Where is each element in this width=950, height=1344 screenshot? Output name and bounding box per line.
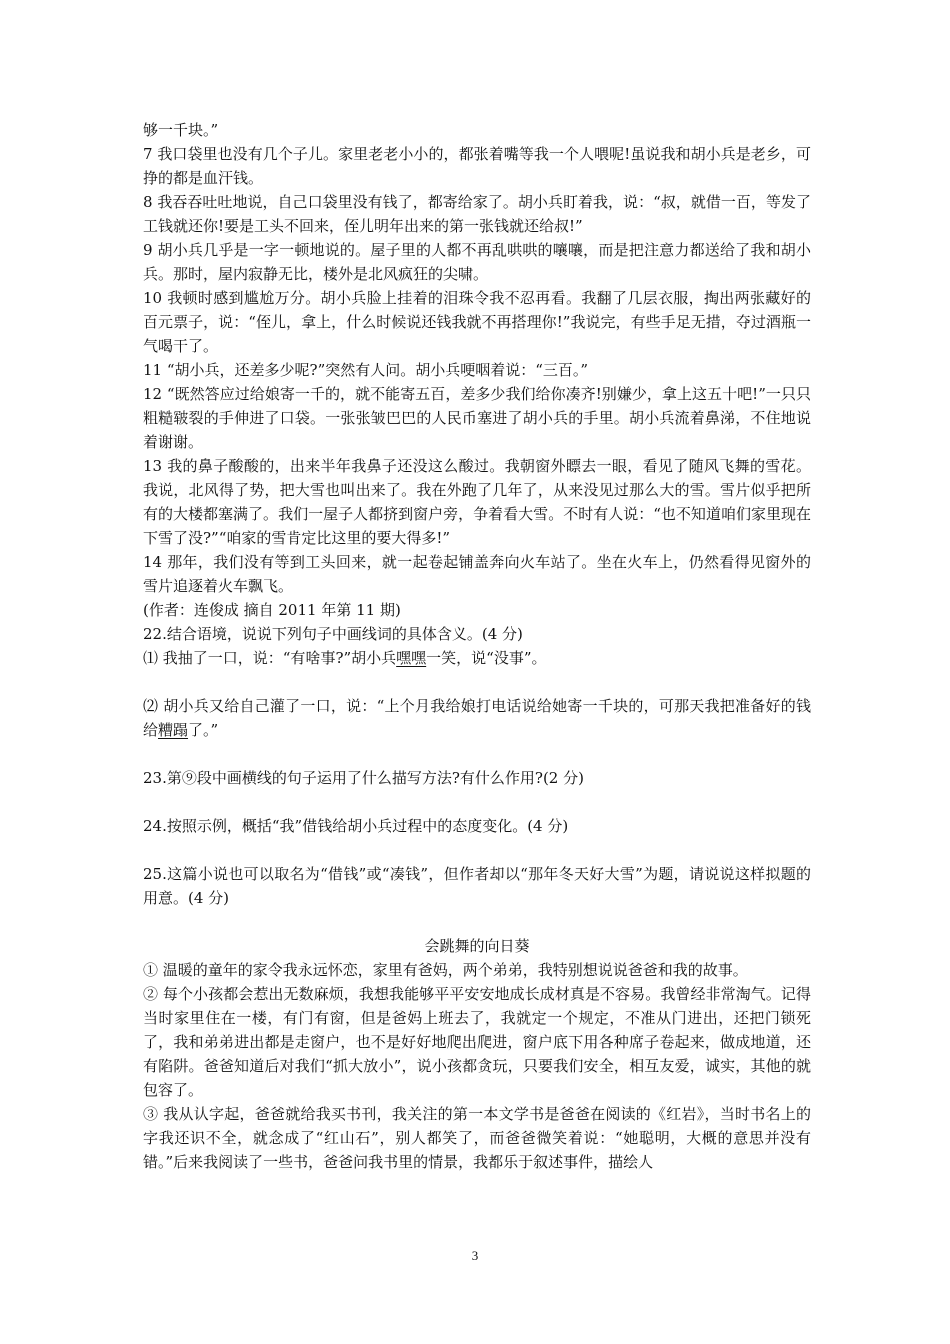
story-paragraph-14: 14 那年，我们没有等到工头回来，就一起卷起铺盖奔向火车站了。坐在火车上，仍然看得见窗外的雪片追逐着火车飘飞。 — [143, 553, 811, 595]
answer-space — [143, 838, 811, 862]
section-gap — [143, 910, 811, 934]
story-paragraph-10: 10 我顿时感到尴尬万分。胡小兵脸上挂着的泪珠令我不忍再看。我翻了几层衣服，掏出两张藏好的百元票子，说：“侄儿，拿上，什么时候说还钱我就不再搭理你!”我说完，有些手足无措，夺过酒瓶一气喝干了。 — [143, 289, 811, 355]
q22-2-underlined-word: 糟蹋 — [158, 721, 189, 739]
question-22-title: 22.结合语境，说说下列句子中画线词的具体含义。(4 分) — [143, 625, 523, 643]
answer-space — [143, 790, 811, 814]
story-paragraph-11: 11 “胡小兵，还差多少呢?”突然有人问。胡小兵哽咽着说：“三百。” — [143, 361, 589, 379]
page-number: 3 — [471, 1248, 479, 1263]
story-two-paragraph-2: ② 每个小孩都会惹出无数麻烦，我想我能够平平安安地成长成材真是不容易。我曾经非常淘气。记得当时家里住在一楼，有门有窗，但是爸妈上班去了，我就定一个规定，不准从门进出，还把门锁死了，我和弟弟进出都是走窗户，也不是好好地爬出爬进，窗户底下用各种席子卷起来，做成地道，还有陷阱。爸爸知道后对我们“抓大放小”，说小孩都贪玩，只要我们安全，相互友爱，诚实，其他的就包容了。 — [143, 985, 811, 1099]
story-paragraph-7: 7 我口袋里也没有几个子儿。家里老老小小的，都张着嘴等我一个人喂呢!虽说我和胡小兵是老乡，可挣的都是血汗钱。 — [143, 145, 811, 187]
story-two-paragraph-1: ① 温暖的童年的家令我永远怀恋，家里有爸妈，两个弟弟，我特别想说说爸爸和我的故事。 — [143, 961, 748, 979]
q22-2-text-pre: ⑵ 胡小兵又给自己灌了一口，说：“上个月我给娘打电话说给她寄一千块的，可那天我把准备好的钱给 — [143, 697, 811, 739]
story-source: (作者：连俊成 摘自 2011 年第 11 期) — [143, 601, 401, 619]
story-paragraph-12: 12 “既然答应过给娘寄一千的，就不能寄五百，差多少我们给你凑齐!别嫌少，拿上这五十吧!”一只只粗糙皲裂的手伸进了口袋。一张张皱巴巴的人民币塞进了胡小兵的手里。胡小兵流着鼻涕，不住地说着谢谢。 — [143, 385, 811, 451]
answer-space — [143, 742, 811, 766]
question-23: 23.第⑨段中画横线的句子运用了什么描写方法?有什么作用?(2 分) — [143, 769, 584, 787]
story-paragraph-13: 13 我的鼻子酸酸的，出来半年我鼻子还没这么酸过。我朝窗外瞟去一眼，看见了随风飞舞的雪花。我说，北风得了势，把大雪也叫出来了。我在外跑了几年了，从来没见过那么大的雪。雪片似乎把所有的大楼都塞满了。我们一屋子人都挤到窗户旁，争着看大雪。不时有人说：“也不知道咱们家里现在下雪了没?”“咱家的雪肯定比这里的要大得多!” — [143, 457, 811, 547]
question-22-item-2 — [143, 694, 811, 742]
q22-1-text-pre: ⑴ 我抽了一口，说：“有啥事?”胡小兵 — [143, 649, 397, 667]
story-paragraph-6-end: 够一千块。” — [143, 121, 219, 139]
question-22-item-1 — [143, 646, 811, 670]
story-two-paragraph-3: ③ 我从认字起，爸爸就给我买书刊，我关注的第一本文学书是爸爸在阅读的《红岩》，当时书名上的字我还识不全，就念成了“红山石”，别人都笑了，而爸爸微笑着说：“她聪明，大概的意思并没有错。”后来我阅读了一些书，爸爸问我书里的情景，我都乐于叙述事件，描绘人 — [143, 1105, 811, 1171]
story-paragraph-8: 8 我吞吞吐吐地说，自己口袋里没有钱了，都寄给家了。胡小兵盯着我，说：“叔，就借一百，等发了工钱就还你!要是工头不回来，侄儿明年出来的第一张钱就还给叔!” — [143, 193, 811, 235]
story-two-title: 会跳舞的向日葵 — [424, 937, 530, 955]
story-paragraph-9: 9 胡小兵几乎是一字一顿地说的。屋子里的人都不再乱哄哄的嚷嚷，而是把注意力都送给了我和胡小兵。那时，屋内寂静无比，楼外是北风疯狂的尖啸。 — [143, 241, 811, 283]
question-24: 24.按照示例，概括“我”借钱给胡小兵过程中的态度变化。(4 分) — [143, 817, 569, 835]
q22-1-underlined-word: 嘿嘿 — [396, 649, 427, 667]
document-page — [143, 118, 811, 1174]
question-25: 25.这篇小说也可以取名为“借钱”或“凑钱”，但作者却以“那年冬天好大雪”为题，请说说这样拟题的用意。(4 分) — [143, 865, 811, 907]
q22-1-text-post: 一笑，说“没事”。 — [426, 649, 547, 667]
answer-space — [143, 670, 811, 694]
q22-2-text-post: 了。” — [188, 721, 219, 739]
